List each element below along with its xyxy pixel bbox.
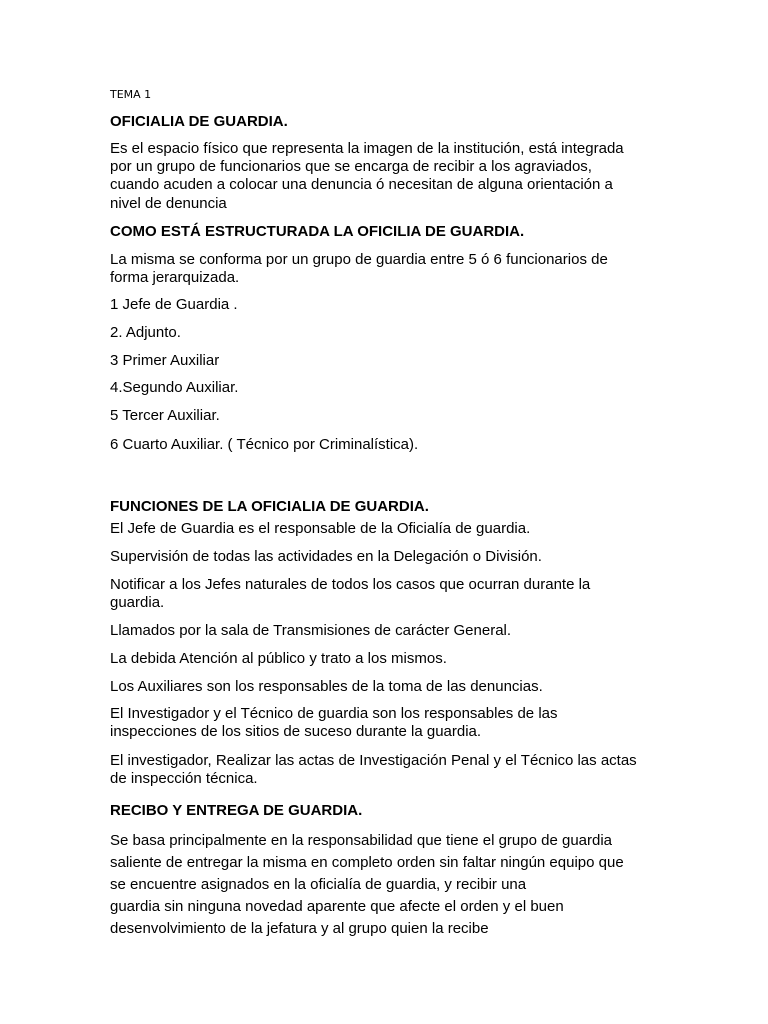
section-heading-oficialia: OFICIALIA DE GUARDIA.	[110, 113, 288, 130]
section1-paragraph-line-4: nivel de denuncia	[110, 195, 227, 212]
funciones-paragraph-4: Llamados por la sala de Transmisiones de carácter General.	[110, 622, 512, 639]
section-heading-funciones: FUNCIONES DE LA OFICIALIA DE GUARDIA.	[110, 498, 429, 515]
section-heading-recibo-entrega: RECIBO Y ENTREGA DE GUARDIA.	[110, 802, 363, 819]
tema-label: TEMA 1	[110, 88, 152, 101]
funciones-paragraph-8-line-2: de inspección técnica.	[110, 770, 258, 787]
funciones-paragraph-6: Los Auxiliares son los responsables de la toma de las denuncias.	[110, 678, 543, 695]
recibo-paragraph-line-2: saliente de entregar la misma en completo orden sin faltar ningún equipo que	[110, 854, 624, 871]
list-item-jefe-de-guardia: 1 Jefe de Guardia .	[110, 296, 238, 313]
funciones-paragraph-5: La debida Atención al público y trato a los mismos.	[110, 650, 447, 667]
funciones-paragraph-3-line-2: guardia.	[110, 594, 165, 611]
recibo-paragraph-line-1: Se basa principalmente en la responsabilidad que tiene el grupo de guardia	[110, 832, 613, 849]
section1-paragraph-line-2: por un grupo de funcionarios que se encarga de recibir a los agraviados,	[110, 158, 592, 175]
list-item-tercer-auxiliar: 5 Tercer Auxiliar.	[110, 407, 220, 424]
section-heading-estructura: COMO ESTÁ ESTRUCTURADA LA OFICILIA DE GUARDIA.	[110, 223, 525, 240]
section1-paragraph-line-1: Es el espacio físico que representa la imagen de la institución, está integrada	[110, 140, 624, 157]
recibo-paragraph-line-5: desenvolvimiento de la jefatura y al grupo quien la recibe	[110, 920, 489, 937]
list-item-segundo-auxiliar: 4.Segundo Auxiliar.	[110, 379, 239, 396]
recibo-paragraph-line-4: guardia sin ninguna novedad aparente que afecte el orden y el buen	[110, 898, 564, 915]
section2-paragraph-line-2: forma jerarquizada.	[110, 269, 240, 286]
funciones-paragraph-7-line-1: El Investigador y el Técnico de guardia son los responsables de las	[110, 705, 558, 722]
section2-paragraph-line-1: La misma se conforma por un grupo de guardia entre 5 ó 6 funcionarios de	[110, 251, 608, 268]
list-item-cuarto-auxiliar: 6 Cuarto Auxiliar. ( Técnico por Criminalística).	[110, 436, 419, 453]
funciones-paragraph-1: El Jefe de Guardia es el responsable de la Oficialía de guardia.	[110, 520, 531, 537]
funciones-paragraph-8-line-1: El investigador, Realizar las actas de Investigación Penal y el Técnico las actas	[110, 752, 637, 769]
section1-paragraph-line-3: cuando acuden a colocar una denuncia ó necesitan de alguna orientación a	[110, 176, 613, 193]
funciones-paragraph-3-line-1: Notificar a los Jefes naturales de todos los casos que ocurran durante la	[110, 576, 591, 593]
funciones-paragraph-2: Supervisión de todas las actividades en la Delegación o División.	[110, 548, 542, 565]
list-item-primer-auxiliar: 3 Primer Auxiliar	[110, 352, 220, 369]
list-item-adjunto: 2. Adjunto.	[110, 324, 181, 341]
recibo-paragraph-line-3: se encuentre asignados en la oficialía de guardia, y recibir una	[110, 876, 527, 893]
funciones-paragraph-7-line-2: inspecciones de los sitios de suceso durante la guardia.	[110, 723, 482, 740]
